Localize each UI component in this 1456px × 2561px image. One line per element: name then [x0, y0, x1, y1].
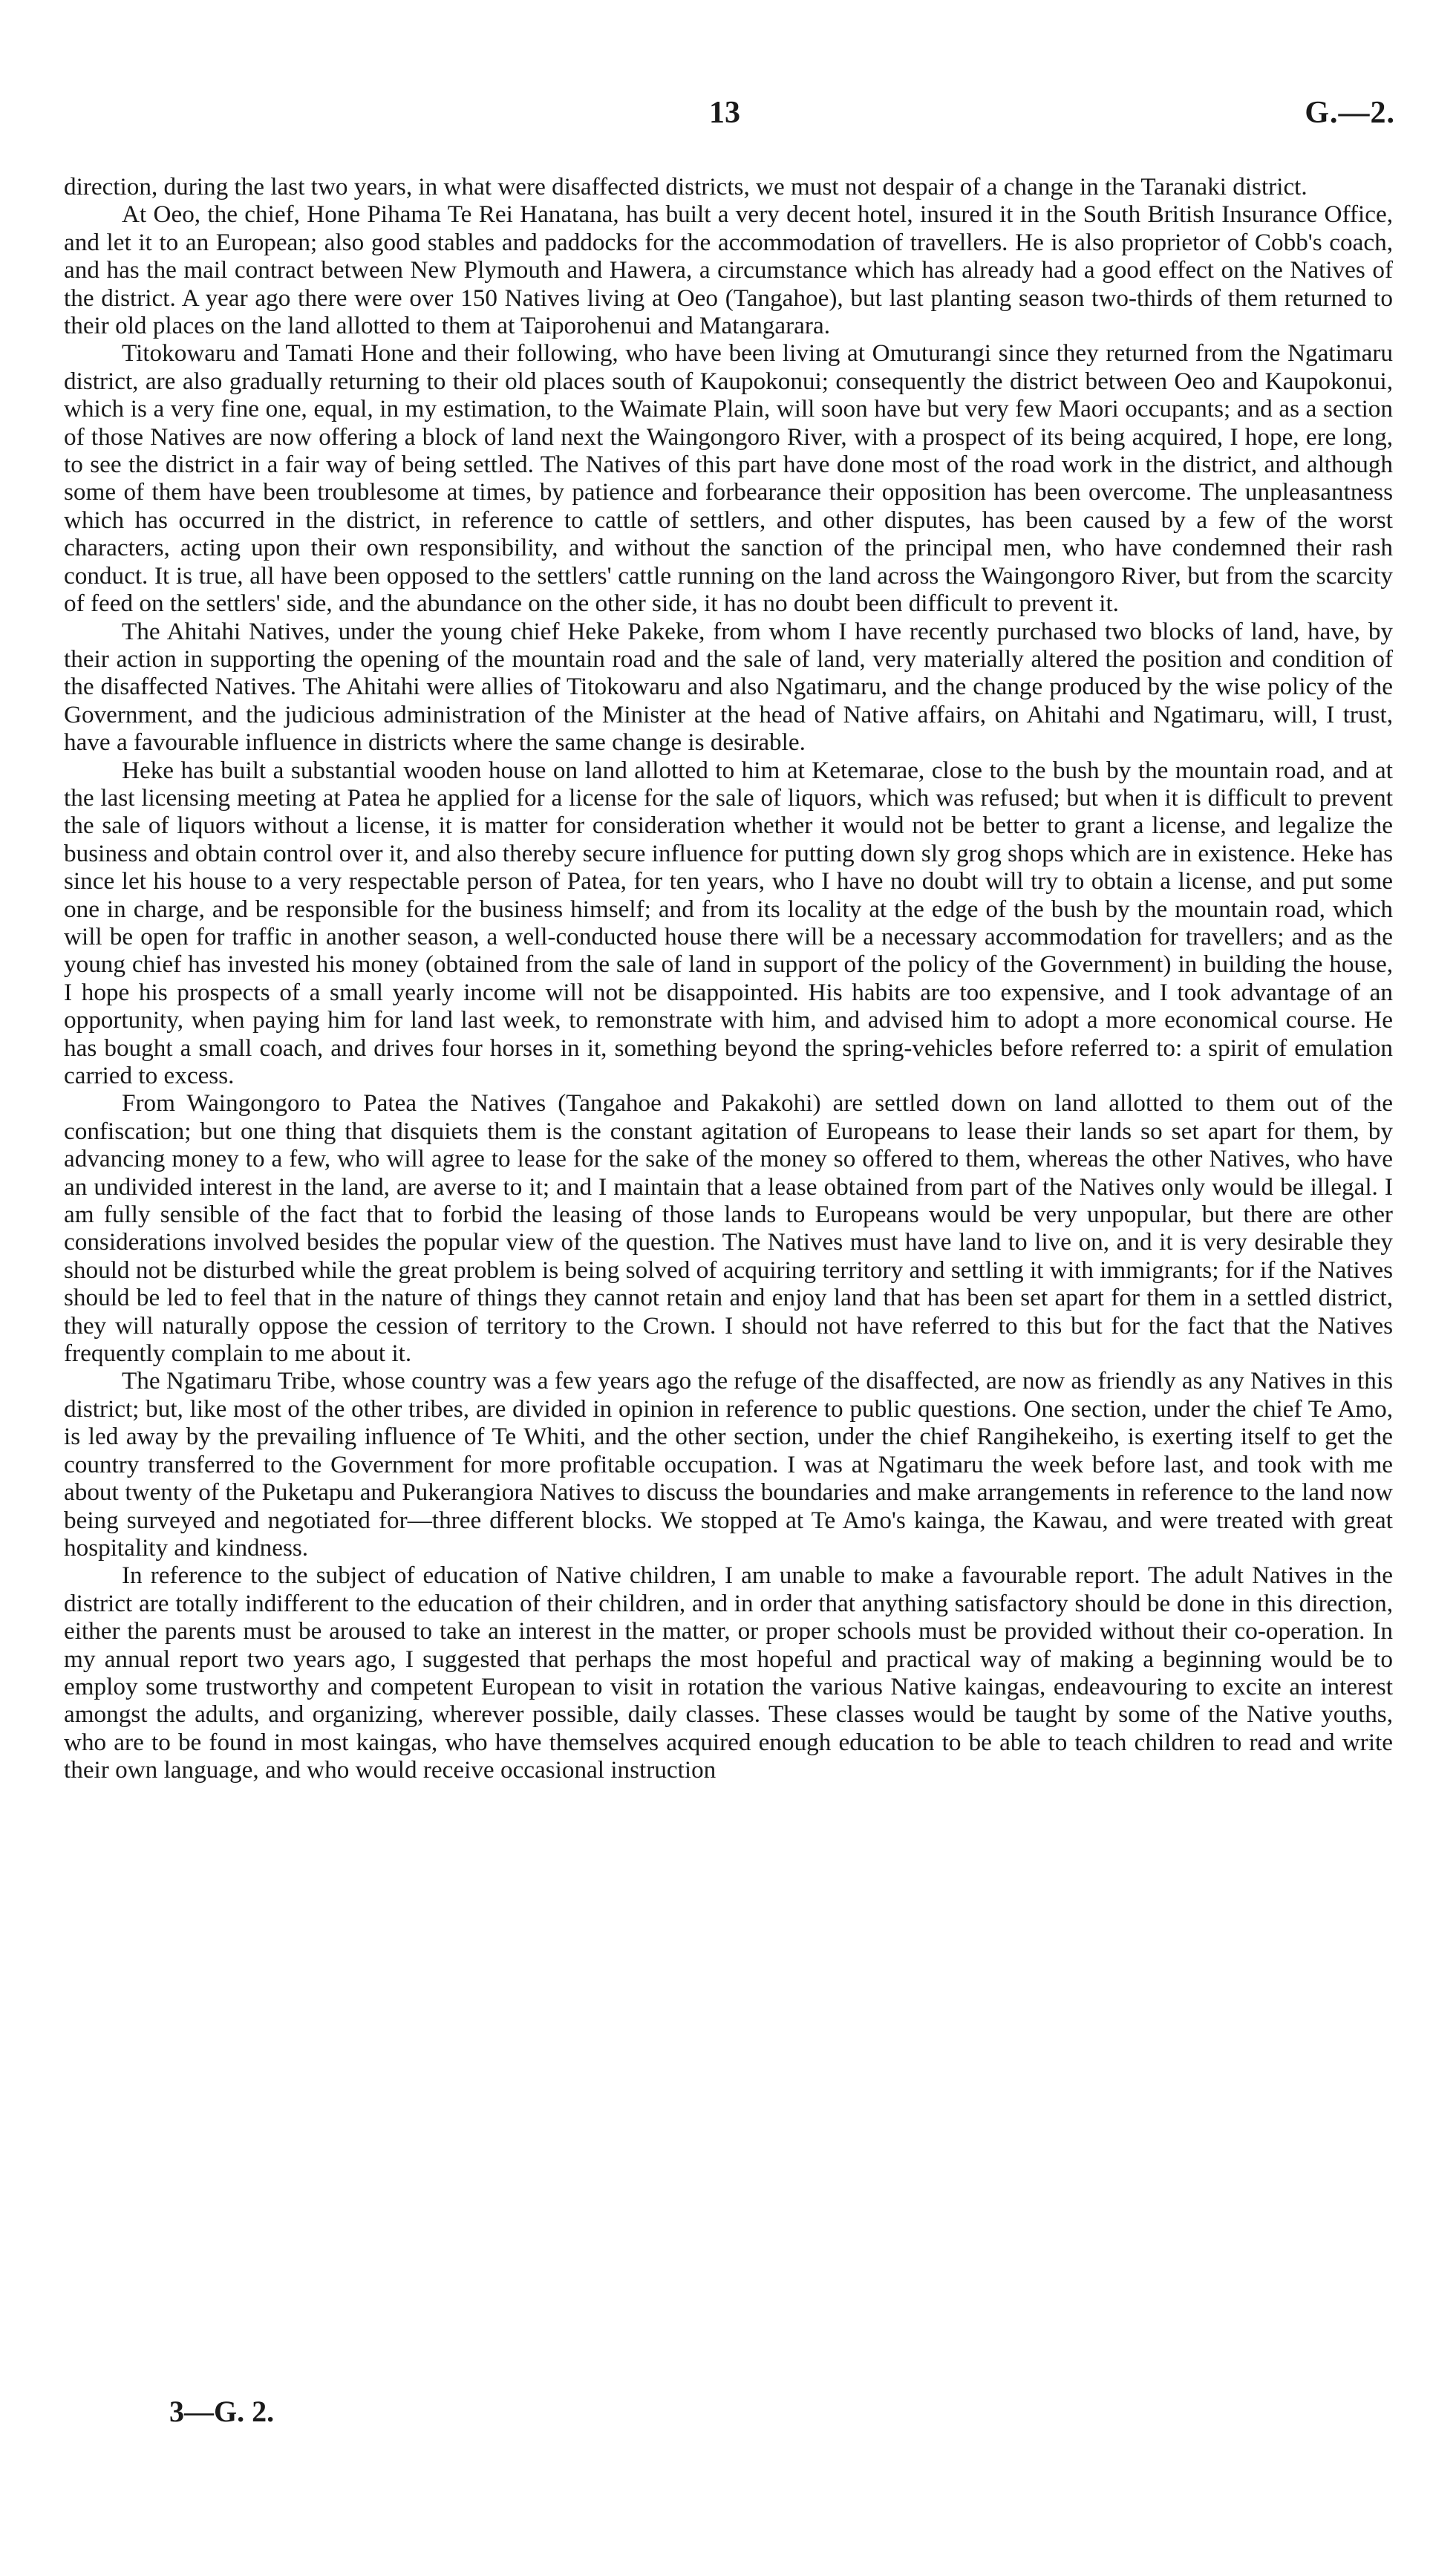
paragraph-heke-house: Heke has built a substantial wooden house on land allotted to him at Ketemarae, close to the bush by the mountain road, and at the last licensing meeting at Patea he applied for a license for the sale of liquors, which was refused; but when it is difficult to prevent the sale of liquors without a license, it is matter for consideration whether it would not be better to grant a license, and legalize the business and obtain control over it, and also thereby secure influence for putting down sly grog shops which are in existence. Heke has since let his house to a very respectable person of Patea, for ten years, who I have no doubt will try to obtain a license, and put some one in charge, and be responsible for the business himself; and from its locality at the edge of the bush by the mountain road, which will be open for traffic in another season, a well-conducted house there will be a necessary accommodation for travellers; and as the young chief has invested his money (obtained from the sale of land in support of the policy of the Government) in building the house, I hope his prospects of a small yearly income will not be disappointed. His habits are too expensive, and I took advantage of an opportunity, when paying him for land last week, to remonstrate with him, and advised him to adopt a more economical course. He has bought a small coach, and drives four horses in it, something beyond the spring-vehicles before referred to: a spirit of emulation carried to excess.	[64, 756, 1393, 1089]
paragraph-continuation: direction, during the last two years, in what were disaffected districts, we must not despair of a change in the Taranaki district.	[64, 173, 1308, 200]
body-text	[64, 173, 1393, 1784]
document-code: G.—2.	[1305, 96, 1395, 130]
signature-mark: 3—G. 2.	[169, 2395, 275, 2428]
paragraph-oeo-hotel: At Oeo, the chief, Hone Pihama Te Rei Hanatana, has built a very decent hotel, insured it in the South British Insurance Office, and let it to an European; also good stables and paddocks for the accommodation of travellers. He is also proprietor of Cobb's coach, and has the mail contract between New Plymouth and Hawera, a circumstance which has already had a good effect on the Natives of the district. A year ago there were over 150 Natives living at Oeo (Tangahoe), but last planting season two-thirds of them returned to their old places on the land allotted to them at Taiporohenui and Matangarara.	[64, 200, 1393, 340]
page-number: 13	[709, 96, 740, 130]
paragraph-education: In reference to the subject of education of Native children, I am unable to make a favourable report. The adult Natives in the district are totally indifferent to the education of their children, and in order that anything satisfactory should be done in this direction, either the parents must be aroused to take an interest in the matter, or proper schools must be provided without their co-operation. In my annual report two years ago, I suggested that perhaps the most hopeful and practical way of making a beginning would be to employ some trustworthy and competent European to visit in rotation the various Native kaingas, endeavouring to excite an interest amongst the adults, and organizing, wherever possible, daily classes. These classes would be taught by some of the Native youths, who are to be found in most kaingas, who have themselves acquired enough education to be able to teach children to read and write their own language, and who would receive occasional instruction	[64, 1562, 1393, 1784]
paragraph-ngatimaru: The Ngatimaru Tribe, whose country was a few years ago the refuge of the disaffected, are now as friendly as any Natives in this district; but, like most of the other tribes, are divided in opinion in reference to public questions. One section, under the chief Te Amo, is led away by the prevailing influence of Te Whiti, and the other section, under the chief Rangihekeiho, is exerting itself to get the country transferred to the Government for more profitable occupation. I was at Ngatimaru the week before last, and took with me about twenty of the Puketapu and Pukerangiora Natives to discuss the boundaries and make arrangements in reference to the land now being surveyed and negotiated for—three different blocks. We stopped at Te Amo's kainga, the Kawau, and were treated with great hospitality and kindness.	[64, 1367, 1393, 1562]
page-header	[0, 95, 1456, 140]
paragraph-ahitahi: The Ahitahi Natives, under the young chief Heke Pakeke, from whom I have recently purchased two blocks of land, have, by their action in supporting the opening of the mountain road and the sale of land, very materially altered the position and condition of the disaffected Natives. The Ahitahi were allies of Titokowaru and also Ngatimaru, and the change produced by the wise policy of the Government, and the judicious administration of the Minister at the head of Native affairs, on Ahitahi and Ngatimaru, will, I trust, have a favourable influence in districts where the same change is desirable.	[64, 617, 1393, 757]
paragraph-waingongoro-patea: From Waingongoro to Patea the Natives (Tangahoe and Pakakohi) are settled down on land allotted to them out of the confiscation; but one thing that disquiets them is the constant agitation of Europeans to lease their lands so set apart for them, by advancing money to a few, who will agree to lease for the sake of the money so offered to them, whereas the other Natives, who have an undivided interest in the land, are averse to it; and I maintain that a lease obtained from part of the Natives only would be illegal. I am fully sensible of the fact that to forbid the leasing of those lands to Europeans would be very unpopular, but there are other considerations involved besides the popular view of the question. The Natives must have land to live on, and it is very desirable they should not be disturbed while the great problem is being solved of acquiring territory and settling it with immigrants; for if the Natives should be led to feel that in the nature of things they cannot retain and enjoy land that has been set apart for them in a settled district, they will naturally oppose the cession of territory to the Crown. I should not have referred to this but for the fact that the Natives frequently complain to me about it.	[64, 1089, 1393, 1368]
paragraph-titokowaru: Titokowaru and Tamati Hone and their following, who have been living at Omuturangi since they returned from the Ngatimaru district, are also gradually returning to their old places south of Kaupokonui; consequently the district between Oeo and Kaupokonui, which is a very fine one, equal, in my estimation, to the Waimate Plain, will soon have but very few Maori occupants; and as a section of those Natives are now offering a block of land next the Waingongoro River, with a prospect of its being acquired, I hope, ere long, to see the district in a fair way of being settled. The Natives of this part have done most of the road work in the district, and although some of them have been troublesome at times, by patience and forbearance their opposition has been overcome. The unpleasantness which has occurred in the district, in reference to cattle of settlers, and other disputes, has been caused by a few of the worst characters, acting upon their own responsibility, and without the sanction of the principal men, who have condemned their rash conduct. It is true, all have been opposed to the settlers' cattle running on the land across the Waingongoro River, but from the scarcity of feed on the settlers' side, and the abundance on the other side, it has no doubt been difficult to prevent it.	[64, 339, 1393, 618]
